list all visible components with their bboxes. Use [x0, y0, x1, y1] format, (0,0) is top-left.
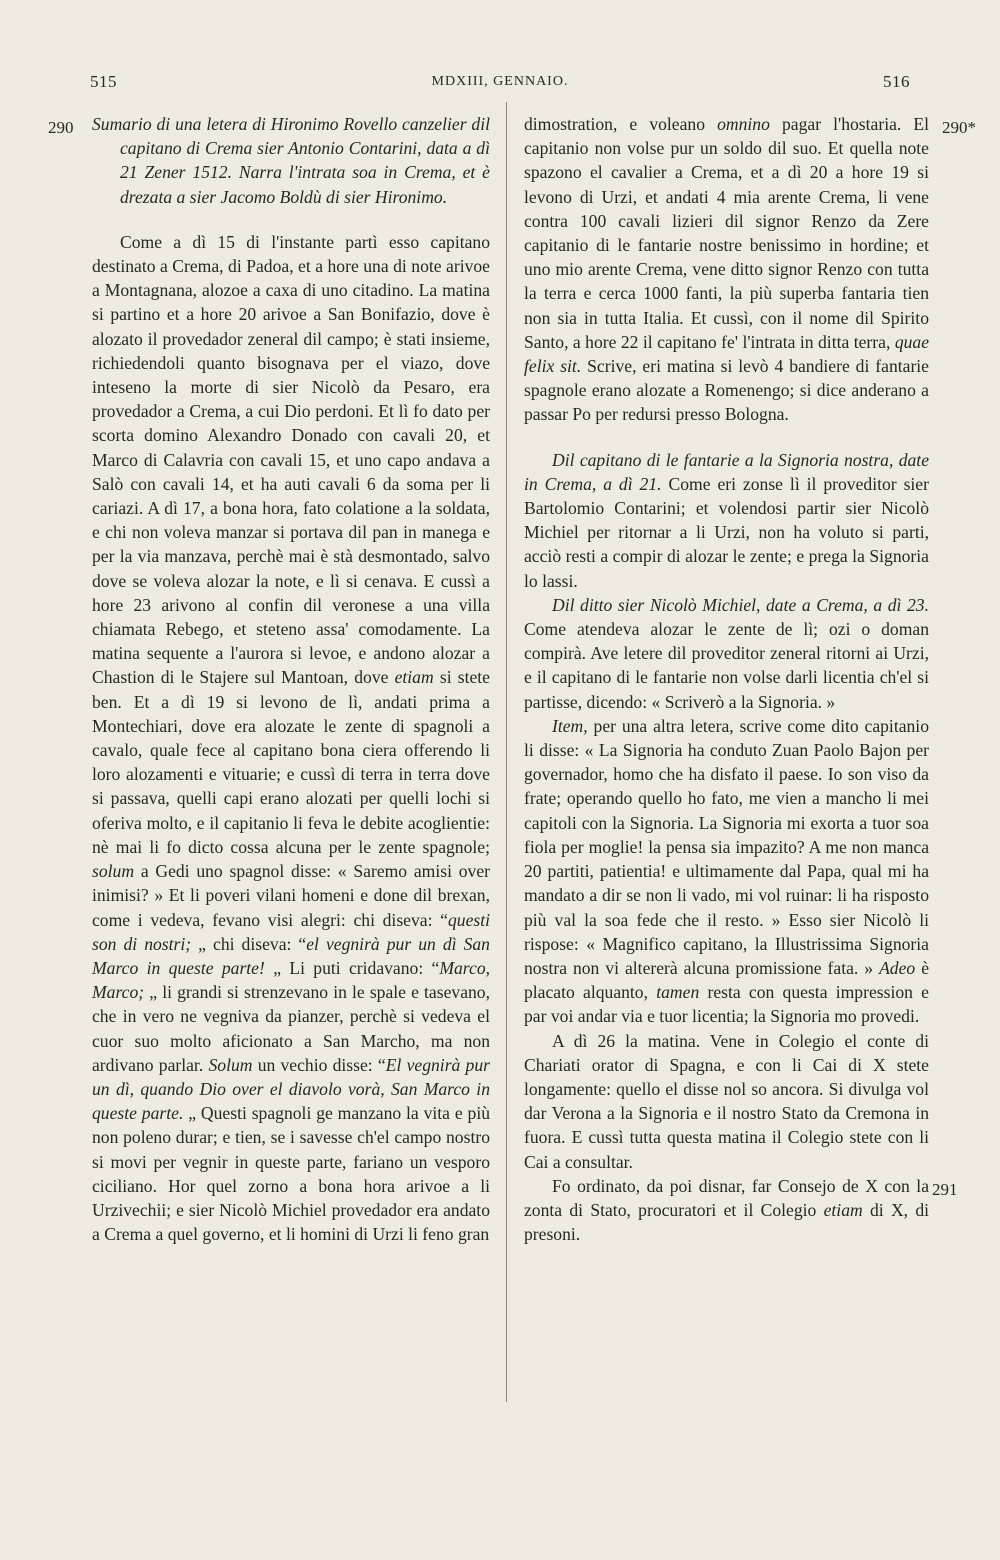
summary-heading: Sumario di una letera di Hironimo Rovello canzelier dil capitano di Crema sier Antonio Contarini, data a dì 21 Zener 1512. Narra l'intrata soa in Crema, et è drezata a sier Jacomo Boldù di sier Hironimo.: [92, 114, 490, 207]
column-divider: [506, 102, 507, 1402]
right-paragraph-3: Dil ditto sier Nicolò Michiel, date a Crema, a dì 23. Come atendeva alozar le zente de lì; ozi o doman compirà. Ave letere dil proveditor zeneral ritorni ai Urzi, e il capitano di le fantarie non volse darli licentia ch'el si partisse, dicendo: « Scriverò a la Signoria. »: [524, 594, 929, 712]
page-number-left: 515: [90, 72, 117, 91]
running-title: MDXIII, GENNAIO.: [431, 74, 569, 89]
page-number-right: 516: [883, 72, 910, 91]
margin-ref-right-2: 291: [932, 1180, 958, 1199]
margin-ref-right: 290*: [942, 118, 976, 137]
right-column: [524, 112, 929, 1246]
left-paragraph: Come a dì 15 di l'instante partì esso capitano destinato a Crema, di Padoa, et a hore una di note arivoe a Montagnana, alozoe a caxa di uno citadino. La matina si partino et a hore 20 arivoe a San Bonifazio, dove è alozato il provedador zeneral dil campo; è stati insieme, richiedendoli quanto bisognava per el viazo, dove inteseno la morte di sier Nicolò da Pesaro, era provedador a Crema, a cui Dio perdoni. Et lì fo dato per scorta domino Alexandro Donado con cavali 20, et Marco di Calavria con cavali 15, et uno capo andava a Salò con cavali 14, et ha auti cavali 6 da soma per li cariazi. A dì 17, a bona hora, fato colatione a la soldata, e chi non voleva manzar si portava dil pan in manega e per la via manzava, perchè mai è stà desmontado, salvo dove se voleva alozar la note, e lì si cenava. E cussì a hore 23 arivono al confin dil veronese a una villa chiamata Rebego, et steteno assa' comodamente. La matina sequente a l'aurora si levoe, e andono alozar a Chastion di le Stajere sul Mantoan, dove etiam si stete ben. Et a dì 19 si levono de lì, andati prima a Montechiari, dove era alozate le zente di spagnoli a cavalo, quale fece al capitano bona ciera offerendo li loro alozamenti e vituarie; e cussì di terra in terra dove si passava, quelli capi erano alozati per quelli lochi si oferiva molto, e il capitanio li feva le debite acoglientie: nè mai li fo dicto cossa alcuna per le zente spagnole; solum a Gedi uno spagnol disse: « Saremo amisi over inimisi? » Et li poveri vilani homeni e done dil brexan, come i vedeva, fevano visi alegri: chi diseva: “questi son di nostri; „ chi diseva: “el vegnirà pur un dì San Marco in queste parte! „ Li puti cridavano: “Marco, Marco; „ li grandi si strenzevano in le spale e tasevano, che in vero ne vegniva da pianzer, perchè si vedeva el cuor suo molto aficionato a San Marcho, ma non ardivano parlar. Solum un vechio disse: “El vegnirà pur un dì, quando Dio over el diavolo vorà, San Marco in queste parte. „ Questi spagnoli ge manzano la vita e più non poleno durar; e tien, se i savesse ch'el campo nostro si movi per vegnir in queste parte, fariano un vesporo ciciliano. Hor quel zorno a bona hora arivoe a li Urzivechii; e sier Nicolò Michiel provedador era andato a Crema a quel governo, et li homini di Urzi li feno gran: [92, 231, 491, 1245]
right-paragraph-5: A dì 26 la matina. Vene in Colegio el conte di Chariati orator di Spagna, e con li Cai di X stete longamente: quello el disse nol so ancora. Si divulga vol dar Verona a la Signoria e il nostro Stato da Cremona in fuora. E cussì tutta questa matina il Colegio stete con li Cai a consultar.: [524, 1030, 929, 1172]
right-paragraph-1: dimostration, e voleano omnino pagar l'hostaria. El capitanio non volse pur un soldo dil suo. Et quella note spazono el cavalier a Crema, et a dì 20 a hore 19 si levono di Urzi, et andati 4 mia arente Crema, li vene contra 100 cavali lizieri dil signor Renzo da Zere capitanio di le fantarie nostre benissimo in hordine; et uno mio arente Crema, vene ditto signor Renzo con tutta la terra e cerca 1000 fanti, la più superba fantaria tien non sia in tutta Italia. Et cussì, con il nome dil Spirito Santo, a hore 22 il capitano fe' l'intrata in ditta terra, quae felix sit. Scrive, eri matina si levò 4 bandiere di fantarie spagnole erano alozate a Romenengo; si dice anderano a passar Po per redursi presso Bologna.: [524, 114, 930, 425]
page-header: [90, 72, 910, 102]
right-paragraph-2: Dil capitano di le fantarie a la Signoria nostra, date in Crema, a dì 21. Come eri zonse lì il proveditor sier Bartolomio Contarini; et volendosi partir sier Nicolò Michiel per ritornar a li Urzi, non ha voluto si parti, acciò resti a compir di alozar le zente; e prega la Signoria lo lassi.: [524, 449, 929, 591]
right-paragraph-4: Item, per una altra letera, scrive come dito capitanio li disse: « La Signoria ha conduto Zuan Paolo Bajon per governador, homo che ha disfato il paese. Io son viso da frate; operando quello ho fato, me vien a mancho li mei capitoli con la Signoria. La Signoria mi exorta a tuor soa fiola per moglie! la pensa sia impazito? A me non manca 20 partiti, patientia! e ultimamente dal Papa, qual mi ha mandato a dir se non li vado, mi vol ruinar: li ha risposto più val la soa fede che il resto. » Esso sier Nicolò li rispose: « Magnifico capitano, la Illustrissima Signoria nostra non vi altererà alcuna promissione fata. » Adeo è placato alquanto, tamen resta con questa impression e par voi andar via e tuor licentia; la Signoria mo provedi.: [524, 715, 930, 1027]
left-column: [92, 112, 490, 1246]
margin-ref-left: 290: [48, 118, 74, 137]
right-paragraph-6: Fo ordinato, da poi disnar, far Consejo de X con la zonta di Stato, procuratori et il Colegio etiam di X, di presoni.: [524, 1175, 929, 1245]
